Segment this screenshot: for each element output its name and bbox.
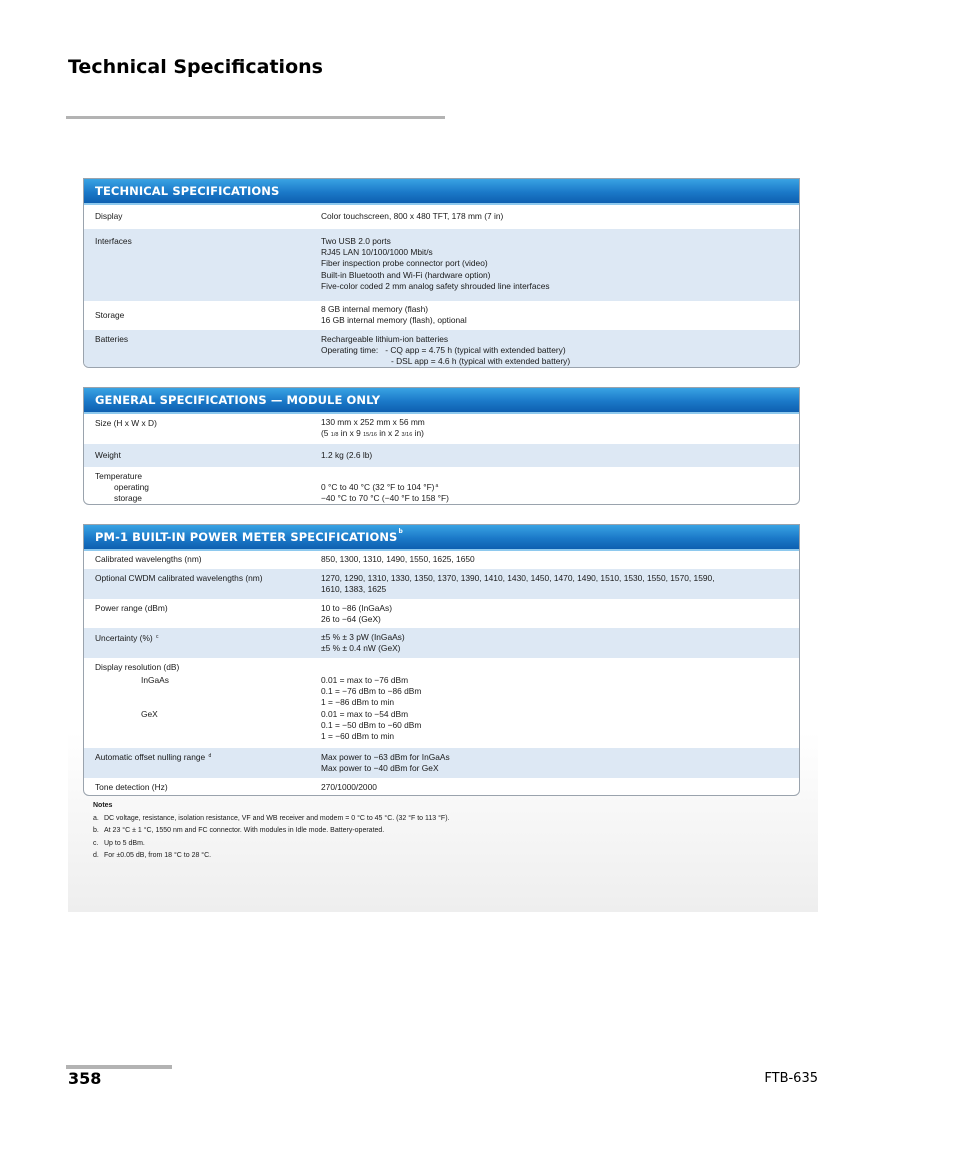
title-divider [66, 116, 445, 119]
offset-nulling-label: Automatic offset nulling range $^d$ [95, 752, 212, 762]
power-range-label: Power range (dBm) [95, 603, 168, 613]
storage-row [84, 301, 799, 330]
offset-nulling-value: Max power to −63 dBm for InGaAs Max power to −40 dBm for GeX [321, 752, 450, 774]
document-name: FTB-635 [764, 1071, 818, 1086]
tone-detection-row [84, 778, 799, 796]
display-label: Display [95, 211, 123, 221]
size-row [84, 414, 799, 444]
page-number: 358 [68, 1069, 102, 1088]
page-title: Technical Specifications [68, 56, 323, 78]
note-a: a. DC voltage, resistance, isolation resistance, VF and WB receiver and modem = 0 °C to 45 °C. (32 °F to 113 °F). [93, 814, 450, 822]
note-b: b. At 23 °C ± 1 °C, 1550 nm and FC connector. With modules in Idle mode. Battery-operated. [93, 827, 385, 835]
temperature-label: Temperature operating storage [95, 471, 149, 504]
note-d: d. For ±0.05 dB, from 18 °C to 28 °C. [93, 852, 212, 860]
spec-sheet [68, 172, 818, 912]
display-row [84, 205, 799, 229]
cwdm-wavelengths-value: 1270, 1290, 1310, 1330, 1350, 1370, 1390, 1410, 1430, 1450, 1470, 1490, 1510, 1530, 1550, 1570, 1590, 1610, 1383, 1625 [321, 573, 715, 595]
size-label: Size (H x W x D) [95, 418, 157, 428]
storage-value: 8 GB internal memory (flash) 16 GB internal memory (flash), optional [321, 304, 467, 326]
batteries-row [84, 330, 799, 367]
interfaces-row [84, 229, 799, 301]
footnotes [93, 800, 449, 863]
general-specifications-header: GENERAL SPECIFICATIONS — MODULE ONLY [84, 388, 799, 414]
size-value: 130 mm x 252 mm x 56 mm (5 1/8 in x 9 15/16 in x 2 3/16 in) [321, 417, 425, 439]
note-c: c. Up to 5 dBm. [93, 839, 145, 847]
temperature-row [84, 467, 799, 505]
offset-nulling-row [84, 748, 799, 778]
tone-detection-label: Tone detection (Hz) [95, 782, 168, 792]
power-range-value: 10 to −86 (InGaAs) 26 to −64 (GeX) [321, 603, 392, 625]
display-value: Color touchscreen, 800 x 480 TFT, 178 mm (7 in) [321, 211, 504, 221]
power-meter-specifications-header: PM-1 BUILT-IN POWER METER SPECIFICATIONS$^b$ [84, 525, 799, 551]
uncertainty-value: ±5 % ± 3 pW (InGaAs) ±5 % ± 0.4 nW (GeX) [321, 632, 405, 654]
interfaces-value: Two USB 2.0 ports RJ45 LAN 10/100/1000 Mbit/s Fiber inspection probe connector port (video) Built-in Bluetooth and Wi-Fi (hardware option) Five-color coded 2 mm analog safety shrouded line interfaces [321, 236, 550, 291]
general-specifications-table [83, 387, 800, 505]
technical-specifications-header: TECHNICAL SPECIFICATIONS [84, 179, 799, 205]
weight-row [84, 444, 799, 467]
uncertainty-label: Uncertainty (%) $^c$ [95, 633, 159, 643]
calibrated-wavelengths-row [84, 551, 799, 569]
power-meter-specifications-table [83, 524, 800, 796]
calibrated-wavelengths-value: 850, 1300, 1310, 1490, 1550, 1625, 1650 [321, 554, 475, 564]
weight-value: 1.2 kg (2.6 lb) [321, 450, 373, 460]
weight-label: Weight [95, 450, 121, 460]
display-resolution-label: Display resolution (dB) InGaAs GeX [95, 662, 180, 720]
cwdm-wavelengths-label: Optional CWDM calibrated wavelengths (nm) [95, 573, 263, 583]
calibrated-wavelengths-label: Calibrated wavelengths (nm) [95, 554, 202, 564]
notes-heading: Notes [93, 802, 113, 809]
technical-specifications-table [83, 178, 800, 368]
display-resolution-value: 0.01 = max to −76 dBm 0.1 = −76 dBm to −86 dBm 1 = −86 dBm to min 0.01 = max to −54 dBm 0.1 = −50 dBm to −60 dBm 1 = −60 dBm to min [321, 675, 422, 742]
cwdm-wavelengths-row [84, 569, 799, 599]
storage-label: Storage [95, 310, 125, 320]
batteries-value: Rechargeable lithium-ion batteries Operating time: - CQ app = 4.75 h (typical with extended battery) - DSL app = 4.6 h (typical with extended battery) [321, 334, 571, 367]
interfaces-label: Interfaces [95, 236, 132, 246]
display-resolution-row [84, 658, 799, 748]
batteries-label: Batteries [95, 334, 129, 344]
tone-detection-value: 270/1000/2000 [321, 782, 377, 792]
temperature-value: 0 °C to 40 °C (32 °F to 104 °F)$^a$ −40 °C to 70 °C (−40 °F to 158 °F) [321, 482, 449, 504]
uncertainty-row [84, 628, 799, 658]
power-range-row [84, 599, 799, 628]
